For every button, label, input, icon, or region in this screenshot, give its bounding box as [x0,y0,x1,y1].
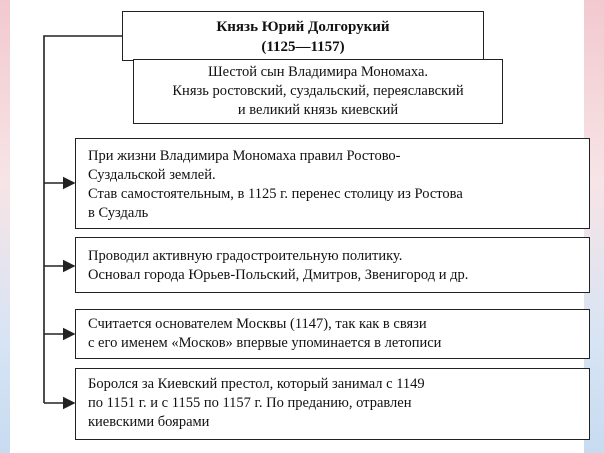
fact-box-3 [75,309,590,359]
fact-line: Став самостоятельным, в 1125 г. перенес столицу из Ростова [88,186,463,202]
fact-line: Суздальской землей. [88,167,216,183]
subtitle-line: Шестой сын Владимира Мономаха. [207,64,429,80]
fact-line: по 1151 г. и с 1155 по 1157 г. По преданию, отравлен [88,395,412,411]
fact-line: в Суздаль [88,205,149,221]
fact-line: При жизни Владимира Мономаха правил Ростово- [88,148,401,164]
title-name: Князь Юрий Долгорукий [216,19,390,35]
fact-box-1 [75,138,590,229]
fact-line: с его именем «Москов» впервые упоминается в летописи [88,335,442,351]
fact-line: Боролся за Киевский престол, который занимал с 1149 [88,376,425,392]
fact-line: Основал города Юрьев-Польский, Дмитров, Звенигород и др. [88,267,469,283]
subtitle-line: Князь ростовский, суздальский, переяславский [172,83,464,99]
fact-line: Проводил активную градостроительную политику. [88,248,403,264]
fact-box-4 [75,368,590,440]
fact-line: киевскими боярами [88,414,210,430]
fact-line: Считается основателем Москвы (1147), так как в связи [88,316,427,332]
title-box [122,11,484,61]
subtitle-box [133,59,503,124]
fact-box-2 [75,237,590,293]
subtitle-line: и великий князь киевский [237,102,399,118]
title-years: (1125—1157) [261,39,345,55]
